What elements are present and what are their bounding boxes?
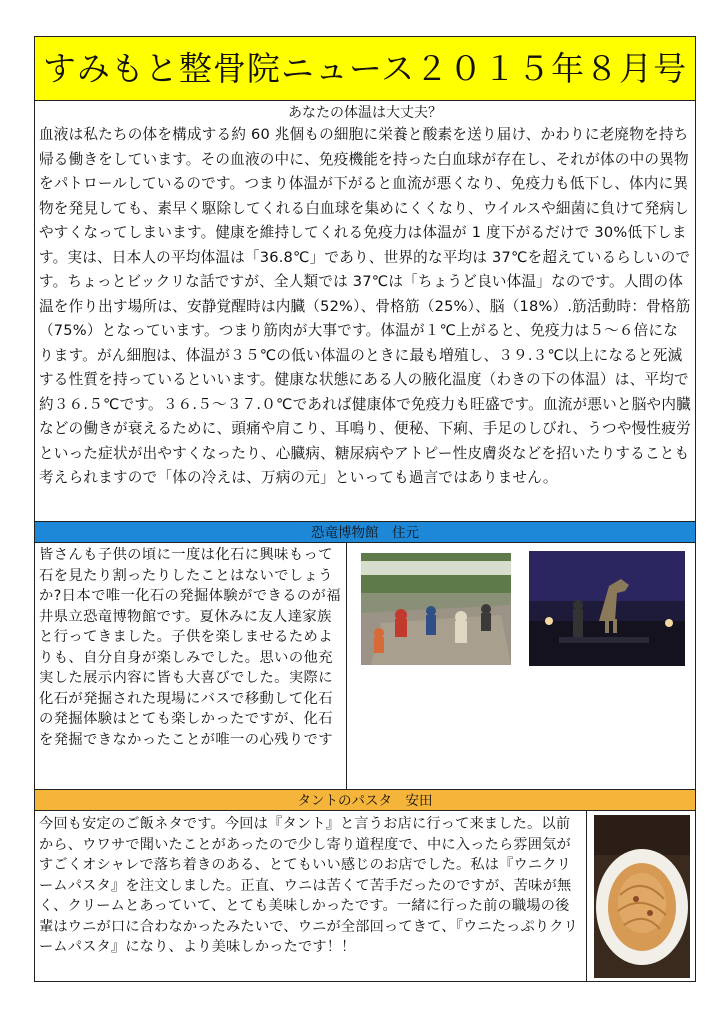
- section-heading-body-temperature: あなたの体温は大丈夫？: [288, 105, 442, 121]
- section-heading-dinosaur-museum: 恐竜博物館 住元: [35, 521, 695, 543]
- museum-dinosaur-photo: [529, 551, 685, 666]
- section-body-body-temperature: 血液は私たちの体を構成する約 60 兆個もの細胞に栄養と酸素を送り届け、かわりに老廃物を持ち帰る働きをしています。その血液の中に、免疫機能を持った白血球が存在し、それが体の中の異物をパトロールしているのです。つまり体温が下がると血流が悪くなり、免疫力も低下し、体内に異物を発見しても、素早く駆除してくれる白血球を集めにくくなり、ウイルスや細菌に負けて発病しやすくなってしまいます。健康を維持してくれる免疫力は体温が 1 度下がるだけで 30%低下します。実は、日本人の平均体温は「36.8℃」であり、世界的な平均は 37℃を超えているらしいのです。ちょっとビックリな話ですが、全人類では 37℃は「ちょうど良い体温」なのです。人間の体温を作り出す場所は、安静覚醒時は内臓（52%）、骨格筋（25%）、脳（18%）.筋活動時：骨格筋（75%）となっています。つまり筋肉が大事です。体温が１℃上がると、免疫力は５～６倍になります。がん細胞は、体温が３５℃の低い体温のときに最も増殖し、３９.３℃以上になると死滅する性質を持っているといいます。健康な状態にある人の腋化温度（わきの下の体温）は、平均で約３６.５℃です。３６.５～３７.０℃であれば健康体で免疫力も旺盛です。血流が悪いと脳や内臓などの働きが衰えるために、頭痛や肩こり、耳鳴り、便秘、下痢、手足のしびれ、うつや慢性疲労といった症状が出やすくなったり、心臓病、糖尿病やアトピー性皮膚炎などを招いたりすることも考えられますので「体の冷えは、万病の元」といっても過言ではありません。: [39, 126, 691, 486]
- fossil-dig-photo: [361, 553, 511, 665]
- pasta-dish-photo: [594, 815, 690, 978]
- section-body-dinosaur-museum: 皆さんも子供の頃に一度は化石に興味もって石を見たり割ったりしたことはないでしょうか?日本で唯一化石の発掘体験ができるのが福井県立恐竜博物館です。夏休みに友人達家族と行ってきました。子供を楽しませるためよりも、自分自身が楽しみでした。思いの他充実した展示内容に皆も大喜びでした。実際に化石が発掘された現場にバスで移動して化石の発掘体験はとても楽しかったですが、化石を発掘できなかったことが唯一の心残りです: [35, 543, 347, 789]
- newsletter-title: すみもと整骨院ニュース２０１５年８月号: [35, 37, 695, 101]
- section-body-pasta: 今回も安定のご飯ネタです。今回は『タント』と言うお店に行って来ました。以前から、ウワサで聞いたことがあったので少し寄り道程度で、中に入ったら雰囲気がすごくオシャレで落ち着きのある、とてもいい感じのお店でした。私は『ウニクリームパスタ』を注文しました。正直、ウニは苦くて苦手だったのですが、苦味が無く、クリームとあっていて、とても美味しかったです。一緒に行った前の職場の後輩はウニが口に合わなかったみたいで、ウニが全部回ってきて、『ウニたっぷりクリームパスタ』になり、より美味しかったです！！: [35, 811, 587, 981]
- section-heading-pasta: タントのパスタ 安田: [35, 789, 695, 811]
- newsletter-frame: [34, 36, 696, 982]
